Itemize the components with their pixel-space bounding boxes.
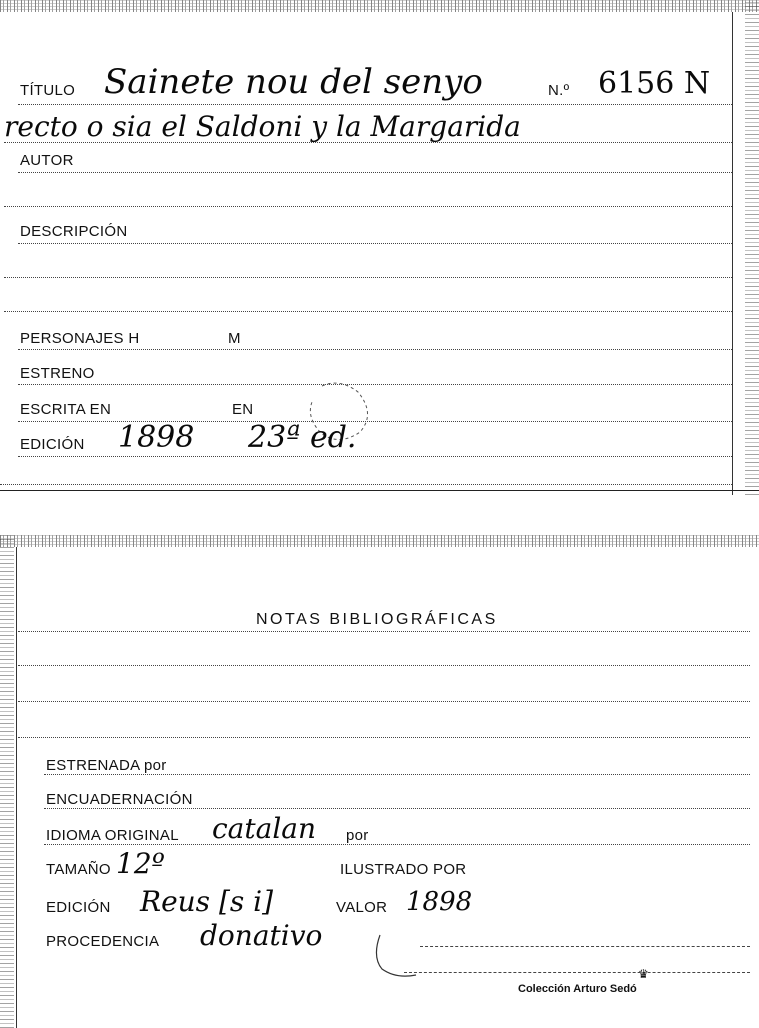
idioma-rule — [44, 844, 750, 845]
notas-rule-4 — [18, 737, 750, 738]
personajes-m-label: M — [228, 330, 241, 347]
personajes-label: PERSONAJES H — [20, 330, 140, 347]
edicion-back-value: Reus [s i] — [140, 885, 274, 918]
escrita-en2-label: EN — [232, 401, 254, 418]
card-left-edge — [16, 547, 17, 1028]
estrenada-label: ESTRENADA por — [46, 757, 167, 774]
bottom-rule — [404, 972, 750, 973]
catalog-card-front — [0, 0, 759, 495]
idioma-por-label: por — [346, 827, 369, 844]
encuadernacion-label: ENCUADERNACIÓN — [46, 791, 193, 808]
titulo-label: TÍTULO — [20, 82, 76, 99]
tamano-value: 12º — [116, 847, 165, 880]
collection-stamp: Colección Arturo Sedó — [518, 983, 637, 995]
tamano-label: TAMAÑO — [46, 861, 111, 878]
scan-noise-top — [0, 0, 759, 12]
autor-rule — [18, 172, 732, 173]
card-right-edge — [732, 12, 733, 495]
procedencia-rule — [420, 946, 750, 947]
numero-label: N.º — [548, 82, 570, 99]
edicion-rule — [18, 456, 732, 457]
notas-rule-2 — [18, 665, 750, 666]
titulo-value-line1: Sainete nou del senyo — [104, 62, 483, 102]
procedencia-label: PROCEDENCIA — [46, 933, 160, 950]
scan-noise-top — [0, 535, 759, 547]
descripcion-rule — [18, 243, 732, 244]
stamp-ornament-icon: ♛ — [638, 967, 649, 981]
notas-heading: NOTAS BIBLIOGRÁFICAS — [256, 611, 498, 628]
catalog-card-back — [0, 535, 759, 1028]
procedencia-value: donativo — [200, 919, 323, 952]
escrita-en-label: ESCRITA EN — [20, 401, 112, 418]
descripcion-rule-2 — [4, 277, 732, 278]
edicion-back-label: EDICIÓN — [46, 899, 111, 916]
scan-noise-right — [745, 0, 759, 495]
autor-rule-2 — [4, 206, 732, 207]
card-bottom-edge — [0, 490, 759, 491]
valor-label: VALOR — [336, 899, 388, 916]
punch-hole-mark — [370, 931, 460, 985]
autor-label: AUTOR — [20, 152, 74, 169]
edicion-label: EDICIÓN — [20, 436, 85, 453]
idioma-value: catalan — [212, 812, 317, 845]
valor-value: 1898 — [406, 887, 473, 917]
ilustrado-label: ILUSTRADO POR — [340, 861, 467, 878]
edicion-rule-2 — [0, 484, 732, 485]
edicion-year: 1898 — [118, 420, 195, 455]
estrenada-rule — [44, 774, 750, 775]
encuadernacion-rule — [44, 808, 750, 809]
descripcion-label: DESCRIPCIÓN — [20, 223, 128, 240]
titulo-rule — [18, 104, 732, 105]
edicion-number: 23ª ed. — [248, 420, 357, 455]
notas-rule-1 — [18, 631, 750, 632]
notas-rule-3 — [18, 701, 750, 702]
titulo-value-line2: recto o sia el Saldoni y la Margarida — [4, 110, 521, 143]
scan-noise-left — [0, 535, 14, 1028]
personajes-rule — [18, 349, 732, 350]
numero-value: 6156 N — [598, 66, 711, 101]
idioma-label: IDIOMA ORIGINAL — [46, 827, 179, 844]
estreno-label: ESTRENO — [20, 365, 95, 382]
titulo-rule-2 — [4, 142, 732, 143]
descripcion-rule-3 — [4, 311, 732, 312]
